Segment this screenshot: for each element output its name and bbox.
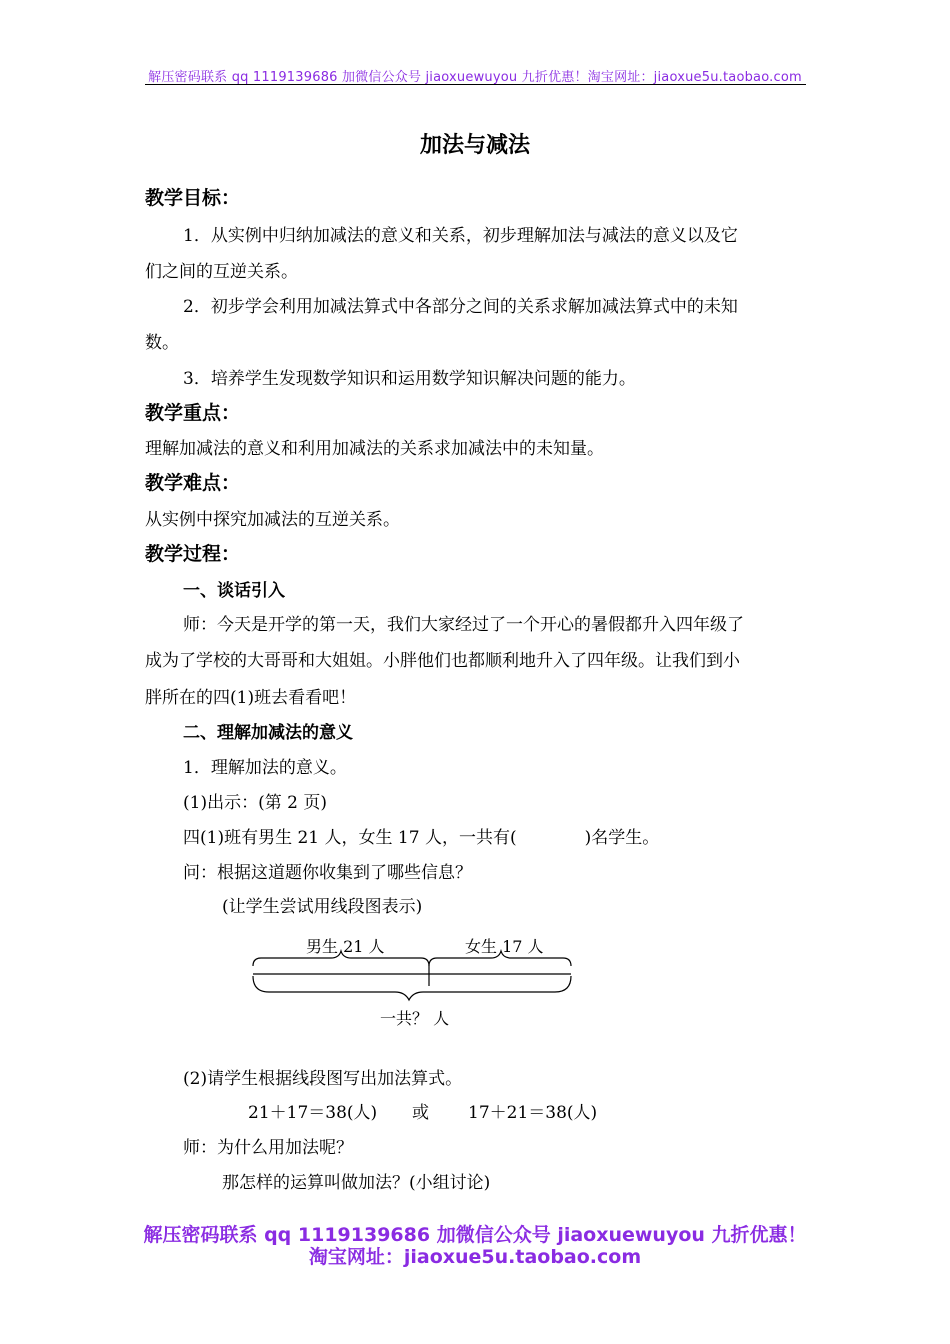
show-step: (1)出示：(第 2 页) (183, 793, 327, 813)
objective-2-line-2: 数。 (145, 333, 179, 353)
header-watermark: 解压密码联系 qq 1119139686 加微信公众号 jiaoxuewuyou 九折优惠！淘宝网址：jiaoxue5u.taobao.com (148, 70, 802, 85)
line-segment-diagram (245, 948, 580, 1008)
intro-line-2: 成为了学校的大哥哥和大姐姐。小胖他们也都顺利地升入了四年级。让我们到小 (145, 651, 740, 671)
objective-1-line-2: 们之间的互逆关系。 (145, 262, 298, 282)
objective-1-line-1: 1．从实例中归纳加减法的意义和关系，初步理解加法与减法的意义以及它 (183, 226, 738, 246)
equation-1: 21＋17＝38(人) (248, 1103, 378, 1123)
footer-watermark-line-1: 解压密码联系 qq 1119139686 加微信公众号 jiaoxuewuyou 九折优惠！ (143, 1224, 807, 1246)
equation-or: 或 (412, 1103, 429, 1123)
footer-watermark-line-2: 淘宝网址：jiaoxue5u.taobao.com (308, 1246, 642, 1268)
word-problem: 四(1)班有男生 21 人，女生 17 人，一共有( )名学生。 (183, 828, 660, 848)
intro-line-3: 胖所在的四(1)班去看看吧！ (145, 688, 357, 708)
difficulties-heading: 教学难点： (145, 472, 241, 494)
section-2-title: 二、理解加减法的意义 (183, 723, 353, 743)
intro-line-1: 师：今天是开学的第一天，我们大家经过了一个开心的暑假都升入四年级了 (183, 615, 744, 635)
total-label: 一共？ 人 (380, 1009, 450, 1028)
difficulties-text: 从实例中探究加减法的互逆关系。 (145, 510, 400, 530)
header-divider (145, 84, 806, 85)
girls-brace (429, 951, 571, 966)
total-brace (253, 976, 571, 1000)
process-heading: 教学过程： (145, 543, 241, 565)
page-title: 加法与减法 (419, 133, 530, 158)
objectives-heading: 教学目标： (145, 187, 241, 209)
objective-2-line-1: 2．初步学会利用加减法算式中各部分之间的关系求解加减法算式中的未知 (183, 297, 738, 317)
boys-brace (253, 951, 429, 966)
teacher-question: 师：为什么用加法呢？ (183, 1138, 353, 1158)
question-line: 问：根据这道题你收集到了哪些信息？ (183, 863, 472, 883)
key-points-heading: 教学重点： (145, 402, 241, 424)
group-discussion: 那怎样的运算叫做加法？(小组讨论) (222, 1173, 491, 1193)
equation-2: 17＋21＝38(人) (468, 1103, 598, 1123)
diagram-hint: (让学生尝试用线段图表示) (222, 897, 423, 917)
key-points-text: 理解加减法的意义和利用加减法的关系求加减法中的未知量。 (145, 439, 604, 459)
girls-label: 女生 17 人 (465, 937, 544, 956)
addition-meaning-item: 1．理解加法的意义。 (183, 758, 347, 778)
boys-label: 男生 21 人 (306, 937, 385, 956)
objective-3: 3．培养学生发现数学知识和运用数学知识解决问题的能力。 (183, 369, 636, 389)
write-equation-step: (2)请学生根据线段图写出加法算式。 (183, 1069, 463, 1089)
section-1-title: 一、谈话引入 (183, 581, 285, 601)
